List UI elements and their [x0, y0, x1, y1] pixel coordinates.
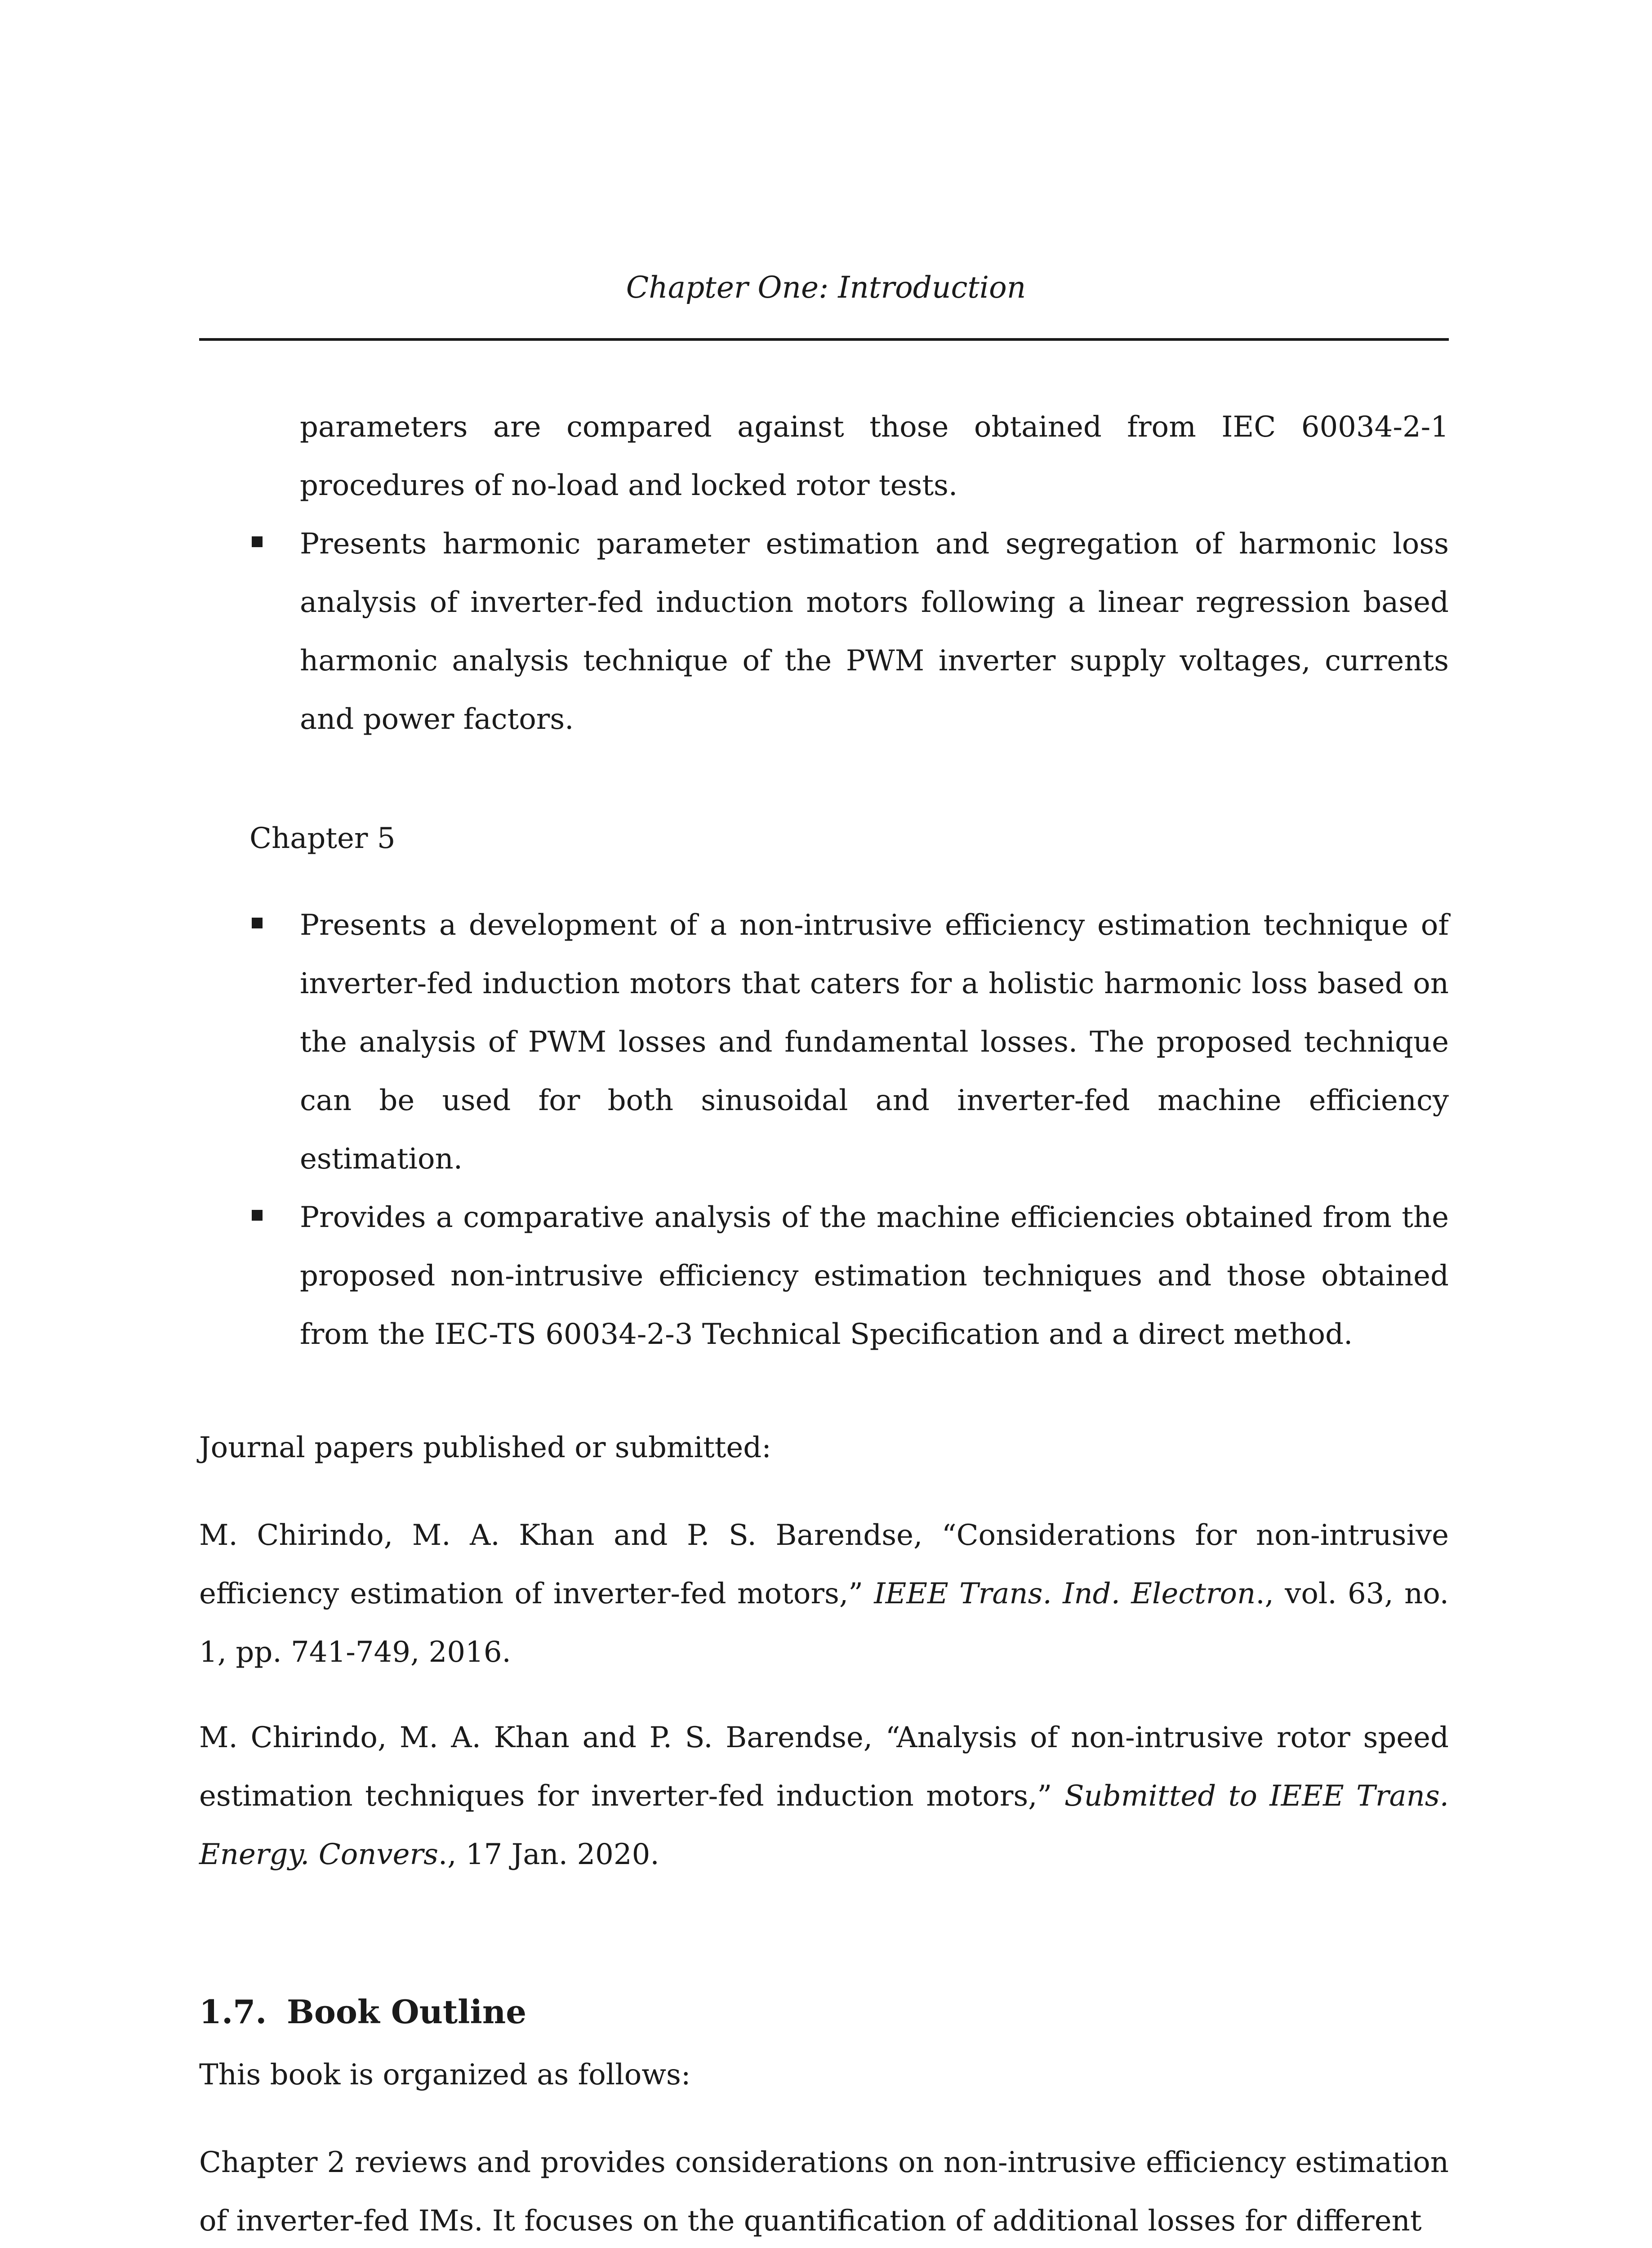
square-bullet-icon: [252, 536, 263, 547]
chapter4-continuation-text: parameters are compared against those obtained from IEC 60034-2-1 procedures of no-load and locked rotor tests.: [300, 410, 1449, 502]
chapter5-bullet-item: [300, 896, 1449, 1188]
square-bullet-icon: [252, 1210, 263, 1221]
chapter4-continuation-block: [300, 398, 1449, 749]
chapter5-bullet-list: [300, 896, 1449, 1364]
section-title: Book Outline: [287, 1993, 527, 2031]
paper-venue: IEEE Trans. Ind. Electron: [874, 1577, 1256, 1610]
section-heading: [199, 1985, 526, 2039]
header-rule: [199, 338, 1449, 341]
square-bullet-icon: [252, 918, 263, 928]
section-number: 1.7.: [199, 1993, 267, 2031]
journal-paper-1: [199, 1506, 1449, 1682]
journal-heading: Journal papers published or submitted:: [199, 1431, 771, 1464]
paper-details: ., vol. 63, no. 1, pp. 741-749, 2016.: [199, 1577, 1449, 1669]
paper-authors-title: M. Chirindo, M. A. Khan and P. S. Barendse, “Considerations for non-intrusive efficiency estimation of inverter-fed motors,”: [199, 1519, 1449, 1610]
chapter4-bullet-text: Presents harmonic parameter estimation and segregation of harmonic loss analysis of inverter-fed induction motors following a linear regression based harmonic analysis technique of the PWM inverter supply voltages, currents and power factors.: [300, 527, 1449, 736]
journal-paper-2: [199, 1708, 1449, 1884]
chapter5-bullet-text: Presents a development of a non-intrusive efficiency estimation technique of inverter-fed induction motors that caters for a holistic harmonic loss based on the analysis of PWM losses and fundamental losses. The proposed technique can be used for both sinusoidal and inverter-fed machine efficiency estimation.: [300, 909, 1449, 1176]
section-intro: This book is organized as follows:: [199, 2058, 691, 2092]
paper-details: ., 17 Jan. 2020.: [438, 1838, 659, 1871]
chapter5-bullet-item: [300, 1188, 1449, 1364]
running-head: Chapter One: Introduction: [626, 270, 1026, 305]
chapter4-bullet-item: [300, 515, 1449, 749]
paper-authors-title: M. Chirindo, M. A. Khan and P. S. Barendse, “Analysis of non-intrusive rotor speed estimation techniques for inverter-fed induction motors,”: [199, 1721, 1449, 1813]
chapter5-bullet-text: Provides a comparative analysis of the machine efficiencies obtained from the proposed non-intrusive efficiency estimation techniques and those obtained from the IEC-TS 60034-2-3 Technical Specification and a direct method.: [300, 1201, 1449, 1351]
section-paragraph: Chapter 2 reviews and provides considerations on non-intrusive efficiency estimation of inverter-fed IMs. It focuses on the quantification of additional losses for different: [199, 2146, 1449, 2238]
chapter5-label: Chapter 5: [249, 822, 396, 855]
paper-venue: Submitted to IEEE Trans. Energy. Convers: [199, 1780, 1449, 1871]
